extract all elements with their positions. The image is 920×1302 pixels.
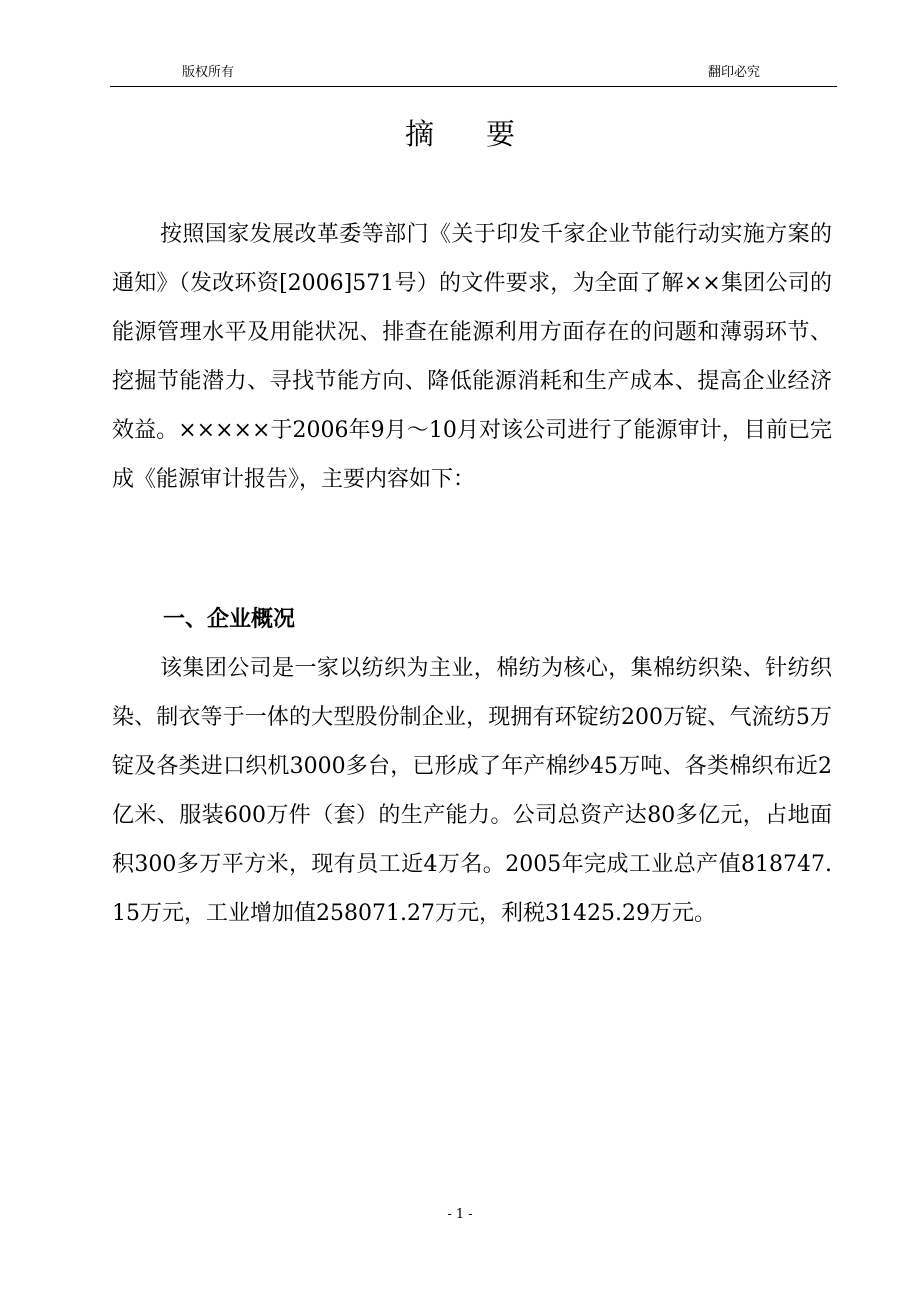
page-number: - 1 - xyxy=(447,1207,473,1222)
company-overview-paragraph: 该集团公司是一家以纺织为主业，棉纺为核心，集棉纺织染、针纺织染、制衣等于一体的大型股份制企业，现拥有环锭纺200万锭、气流纺5万锭及各类进口织机3000多台，已形成了年产棉纱45万吨、各类棉织布近2亿米、服装600万件（套）的生产能力。公司总资产达80多亿元，占地面积300多万平方米，现有员工近4万名。2005年完成工业总产值818747.15万元，工业增加值258071.27万元，利税31425.29万元。 xyxy=(112,656,832,926)
header-divider xyxy=(110,86,837,87)
intro-paragraph: 按照国家发展改革委等部门《关于印发千家企业节能行动实施方案的通知》（发改环资[2006]571号）的文件要求，为全面了解××集团公司的能源管理水平及用能状况、排查在能源利用方面存在的问题和薄弱环节、挖掘节能潜力、寻找节能方向、降低能源消耗和生产成本、提高企业经济效益。×××××于2006年9月～10月对该公司进行了能源审计，目前已完成《能源审计报告》，主要内容如下： xyxy=(112,222,832,492)
header-right-text: 翻印必究 xyxy=(708,65,761,80)
section-heading: 一、企业概况 xyxy=(163,606,296,632)
header-left-text: 版权所有 xyxy=(182,65,235,80)
page-title: 摘要 xyxy=(404,117,567,151)
